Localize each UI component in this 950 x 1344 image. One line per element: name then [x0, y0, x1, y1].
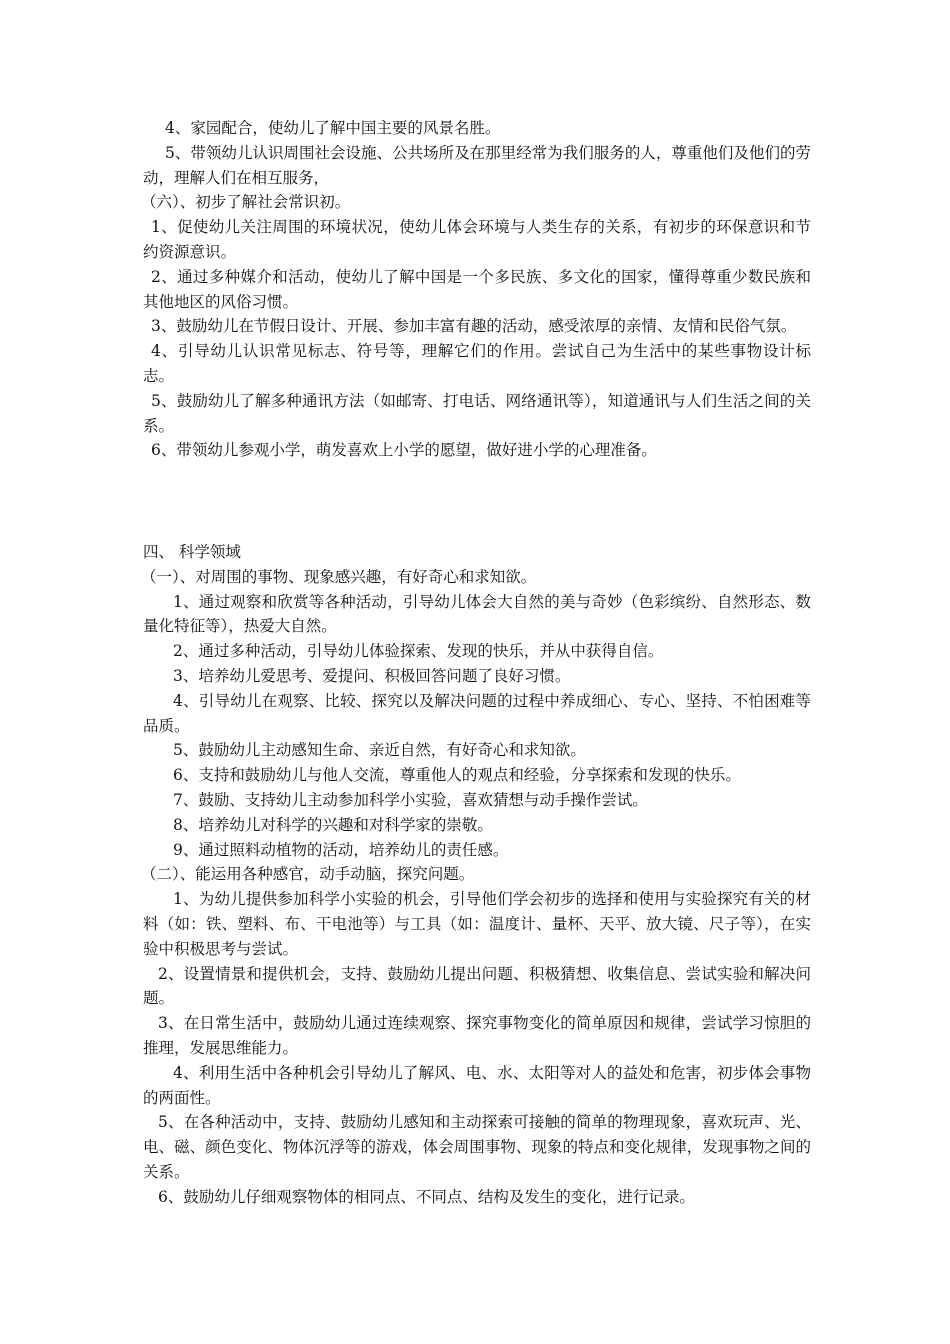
paragraph: 4、引导幼儿认识常见标志、符号等，理解它们的作用。尝试自己为生活中的某些事物设计标志。: [143, 342, 811, 385]
paragraph: 4、利用生活中各种机会引导幼儿了解风、电、水、太阳等对人的益处和危害，初步体会事物的两面性。: [143, 1063, 811, 1107]
paragraph: 2、通过多种媒介和活动，使幼儿了解中国是一个多民族、多文化的国家，懂得尊重少数民族和其他地区的风俗习惯。: [143, 267, 811, 311]
paragraph: 1、促使幼儿关注周围的环境状况，使幼儿体会环境与人类生存的关系，有初步的环保意识和节约资源意识。: [143, 218, 811, 261]
paragraph: 1、为幼儿提供参加科学小实验的机会，引导他们学会初步的选择和使用与实验探究有关的材料（如：铁、塑料、布、干电池等）与工具（如：温度计、量杯、天平、放大镜、尺子等），在实验中积极思考与尝试。: [143, 890, 811, 958]
paragraph: 6、带领幼儿参观小学，萌发喜欢上小学的愿望，做好进小学的心理准备。: [151, 441, 657, 460]
subsection-heading: （一）、对周围的事物、现象感兴趣，有好奇心和求知欲。: [141, 567, 537, 586]
paragraph: 8、培养幼儿对科学的兴趣和对科学家的崇敬。: [173, 815, 493, 834]
paragraph: 9、通过照料动植物的活动，培养幼儿的责任感。: [173, 840, 509, 859]
science-domain-section: [143, 540, 811, 1210]
paragraph: 4、引导幼儿在观察、比较、探究以及解决问题的过程中养成细心、专心、坚持、不怕困难等品质。: [143, 691, 811, 735]
paragraph: 4、家园配合，使幼儿了解中国主要的风景名胜。: [165, 119, 501, 137]
paragraph: 7、鼓励、支持幼儿主动参加科学小实验，喜欢猜想与动手操作尝试。: [173, 790, 648, 809]
paragraph: 2、通过多种活动，引导幼儿体验探索、发现的快乐，并从中获得自信。: [173, 642, 664, 661]
paragraph: 3、在日常生活中，鼓励幼儿通过连续观察、探究事物变化的简单原因和规律，尝试学习惊胆的推理，发展思维能力。: [143, 1014, 811, 1057]
paragraph: 3、鼓励幼儿在节假日设计、开展、参加丰富有趣的活动，感受浓厚的亲情、友情和民俗气氛。: [151, 317, 797, 336]
paragraph: 6、支持和鼓励幼儿与他人交流，尊重他人的观点和经验，分享探索和发现的快乐。: [173, 766, 741, 785]
paragraph: 1、通过观察和欣赏等各种活动，引导幼儿体会大自然的美与奇妙（色彩缤纷、自然形态、数量化特征等），热爱大自然。: [143, 592, 811, 636]
social-domain-continuation: [143, 116, 811, 463]
paragraph: 6、鼓励幼儿仔细观察物体的相同点、不同点、结构及发生的变化，进行记录。: [158, 1187, 695, 1206]
subsection-heading: （二）、能运用各种感官，动手动脑，探究问题。: [141, 865, 475, 884]
paragraph: 3、培养幼儿爱思考、爱提问、积极回答问题了良好习惯。: [173, 666, 571, 685]
paragraph: 5、在各种活动中，支持、鼓励幼儿感知和主动探索可接触的简单的物理现象，喜欢玩声、光、电、磁、颜色变化、物体沉浮等的游戏，体会周围事物、现象的特点和变化规律，发现事物之间的关系。: [143, 1113, 811, 1181]
subsection-heading: （六）、初步了解社会常识初。: [141, 193, 351, 212]
section-heading: 四、 科学领域: [143, 543, 241, 561]
paragraph: 5、鼓励幼儿主动感知生命、亲近自然，有好奇心和求知欲。: [173, 741, 586, 760]
paragraph: 5、带领幼儿认识周围社会设施、公共场所及在那里经常为我们服务的人，尊重他们及他们的劳动，理解人们在相互服务，: [143, 143, 811, 187]
paragraph: 2、设置情景和提供机会，支持、鼓励幼儿提出问题、积极猜想、收集信息、尝试实验和解决问题。: [143, 964, 811, 1008]
paragraph: 5、鼓励幼儿了解多种通讯方法（如邮寄、打电话、网络通讯等），知道通讯与人们生活之间的关系。: [143, 391, 811, 435]
